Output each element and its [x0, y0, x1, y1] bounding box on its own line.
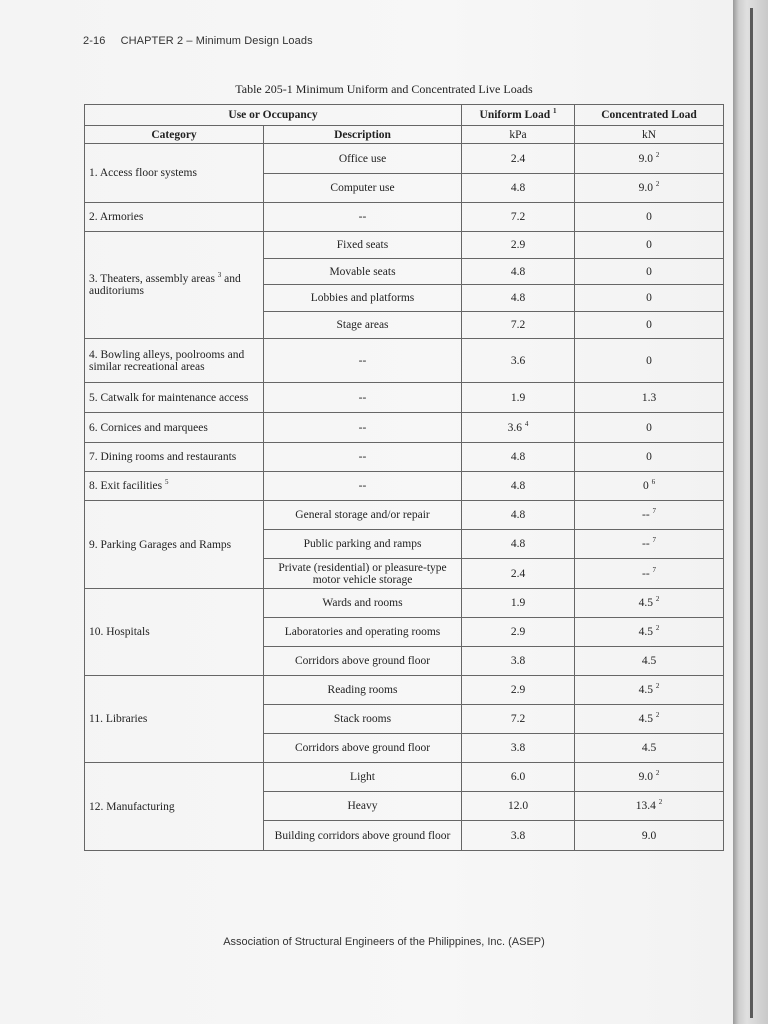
- description-cell: [264, 763, 462, 792]
- concentrated-load-cell-value: 0: [646, 319, 652, 331]
- uniform-load-cell-value: 2.9: [510, 626, 526, 638]
- description-cell: [264, 472, 462, 501]
- uniform-load-cell: [462, 259, 575, 285]
- description-cell-value: Movable seats: [329, 265, 396, 278]
- uniform-load-cell-value: 6.0: [510, 771, 526, 783]
- concentrated-load-cell-value: 0: [646, 292, 652, 304]
- concentrated-unit: kN: [575, 126, 724, 144]
- concentrated-load-cell-value: 0: [646, 265, 652, 278]
- uniform-load-cell-footnote: 4: [524, 419, 529, 428]
- uniform-load-cell-value: 4.8: [510, 182, 526, 194]
- category-cell: [85, 413, 264, 443]
- description-header: Description: [264, 126, 462, 144]
- description-cell-value: Stack rooms: [333, 713, 392, 725]
- concentrated-load-cell-value: 4.5: [641, 742, 657, 754]
- concentrated-load-cell-footnote: 2: [655, 624, 660, 633]
- uniform-unit: kPa: [462, 126, 575, 144]
- concentrated-load-cell: [575, 232, 724, 259]
- table-row: [85, 472, 724, 501]
- live-loads-table: [84, 104, 724, 851]
- uniform-load-cell-value: 3.8: [510, 829, 526, 842]
- concentrated-load-cell-footnote: 6: [651, 478, 656, 487]
- uniform-load-cell-value: 1.9: [510, 391, 526, 404]
- category-label: 9. Parking Garages and Ramps: [89, 538, 232, 551]
- description-cell: [264, 339, 462, 383]
- concentrated-load-cell-value: 0: [646, 421, 652, 434]
- uniform-load-cell: [462, 792, 575, 821]
- concentrated-load-cell-value: --: [641, 567, 650, 580]
- concentrated-load-cell: [575, 339, 724, 383]
- description-cell: [264, 174, 462, 203]
- uniform-load-header: Uniform Load $^1$: [462, 105, 575, 126]
- description-cell-value: Reading rooms: [327, 684, 398, 696]
- category-label: 3. Theaters, assembly areas: [89, 273, 215, 285]
- uniform-load-cell-value: 1.9: [510, 597, 526, 609]
- category-cell: [85, 501, 264, 589]
- category-label: 11. Libraries: [89, 713, 148, 725]
- description-cell: [264, 792, 462, 821]
- concentrated-load-cell: [575, 705, 724, 734]
- concentrated-load-cell-value: 1.3: [641, 391, 657, 404]
- table-row: [85, 443, 724, 472]
- category-header: Category: [85, 126, 264, 144]
- concentrated-load-cell: [575, 174, 724, 203]
- uniform-load-cell: [462, 174, 575, 203]
- category-cell: [85, 144, 264, 203]
- concentrated-load-cell-value: 0: [646, 354, 652, 367]
- description-cell-value: --: [358, 354, 367, 367]
- description-cell: [264, 285, 462, 312]
- uniform-load-cell: [462, 383, 575, 413]
- concentrated-load-cell: [575, 734, 724, 763]
- description-cell-value: --: [358, 451, 367, 463]
- table-row: [85, 501, 724, 530]
- concentrated-load-cell-value: 0: [646, 451, 652, 463]
- uniform-load-cell-value: 7.2: [510, 713, 526, 725]
- table-row: [85, 232, 724, 259]
- table-body: [85, 144, 724, 851]
- description-cell: [264, 501, 462, 530]
- table-row: [85, 144, 724, 174]
- category-label: 10. Hospitals: [89, 626, 150, 638]
- uniform-load-cell: [462, 501, 575, 530]
- concentrated-load-cell-value: 4.5: [638, 597, 654, 609]
- uniform-load-cell-value: 4.8: [510, 292, 526, 304]
- concentrated-load-cell-value: 4.5: [638, 713, 654, 725]
- category-cell: [85, 589, 264, 676]
- description-cell-value: Light: [350, 771, 375, 783]
- concentrated-load-cell-footnote: 7: [652, 536, 657, 545]
- uniform-load-cell-value: 4.8: [510, 538, 526, 550]
- description-cell: [264, 443, 462, 472]
- description-cell: [264, 705, 462, 734]
- category-label: 8. Exit facilities: [89, 480, 163, 492]
- uniform-load-cell-value: 12.0: [507, 800, 529, 812]
- uniform-load-cell: [462, 647, 575, 676]
- uniform-load-cell: [462, 734, 575, 763]
- category-cell: [85, 339, 264, 383]
- description-cell: [264, 589, 462, 618]
- description-cell-value: --: [358, 480, 367, 492]
- concentrated-load-cell-footnote: 2: [658, 798, 663, 807]
- description-cell-value: Office use: [338, 152, 387, 165]
- concentrated-load-cell: [575, 312, 724, 339]
- description-cell: [264, 312, 462, 339]
- uniform-load-cell-value: 4.8: [510, 509, 526, 521]
- uniform-load-cell: [462, 763, 575, 792]
- uniform-load-cell: [462, 589, 575, 618]
- page-edge-line: [750, 8, 753, 1018]
- uniform-load-cell: [462, 559, 575, 589]
- uniform-load-cell-value: 7.2: [510, 211, 526, 223]
- description-cell-value: --: [358, 211, 367, 223]
- description-cell: [264, 559, 462, 589]
- concentrated-load-cell: [575, 443, 724, 472]
- concentrated-load-cell-value: --: [641, 509, 650, 521]
- concentrated-load-cell: [575, 203, 724, 232]
- description-cell-value: Computer use: [330, 182, 395, 194]
- description-cell-value: Heavy: [347, 800, 378, 812]
- concentrated-load-cell-footnote: 2: [655, 180, 660, 189]
- uniform-load-footnote: 1: [553, 107, 557, 116]
- concentrated-load-cell-value: 0: [646, 211, 652, 223]
- description-cell: [264, 734, 462, 763]
- description-cell: [264, 144, 462, 174]
- description-cell-value: Fixed seats: [336, 239, 389, 251]
- uniform-load-cell-value: 3.6: [507, 421, 523, 434]
- concentrated-load-cell-value: 9.0: [638, 182, 654, 194]
- uniform-load-cell-value: 2.9: [510, 239, 526, 251]
- description-cell-value: --: [358, 421, 367, 434]
- description-cell: [264, 203, 462, 232]
- uniform-load-cell: [462, 413, 575, 443]
- concentrated-load-cell: [575, 647, 724, 676]
- uniform-load-cell: [462, 618, 575, 647]
- description-cell-value: Lobbies and platforms: [310, 292, 415, 304]
- page-header: [83, 35, 313, 47]
- page-number: 2-16: [83, 35, 106, 47]
- uniform-load-cell: [462, 285, 575, 312]
- concentrated-load-cell-value: 4.5: [638, 626, 654, 638]
- concentrated-load-cell-value: 0: [646, 239, 652, 251]
- description-cell: [264, 259, 462, 285]
- description-cell-value: Laboratories and operating rooms: [284, 626, 441, 638]
- concentrated-load-cell: [575, 676, 724, 705]
- description-cell-value: Private (residential) or pleasure-type motor vehicle storage: [278, 561, 447, 586]
- uniform-load-cell-value: 4.8: [510, 265, 526, 278]
- description-cell-value: Wards and rooms: [322, 597, 403, 609]
- uniform-load-cell-value: 3.6: [510, 354, 526, 367]
- category-cell: [85, 472, 264, 501]
- description-cell: [264, 413, 462, 443]
- concentrated-load-cell-footnote: 2: [655, 150, 660, 159]
- concentrated-load-cell-value: 13.4: [635, 800, 656, 812]
- concentrated-load-cell-footnote: 2: [655, 595, 660, 604]
- uniform-load-cell: [462, 339, 575, 383]
- uniform-load-cell: [462, 232, 575, 259]
- concentrated-load-cell-value: 4.5: [641, 655, 657, 667]
- category-label: 7. Dining rooms and restaurants: [89, 451, 237, 463]
- concentrated-load-cell-value: 0: [642, 480, 649, 492]
- description-cell: [264, 647, 462, 676]
- category-cell: [85, 383, 264, 413]
- description-cell-value: Stage areas: [336, 319, 389, 331]
- concentrated-load-cell: [575, 259, 724, 285]
- description-cell-value: Corridors above ground floor: [294, 742, 431, 754]
- concentrated-load-cell: [575, 472, 724, 501]
- category-cell: [85, 203, 264, 232]
- concentrated-load-cell: [575, 144, 724, 174]
- table-row: [85, 763, 724, 792]
- concentrated-load-cell-value: 9.0: [641, 829, 657, 842]
- category-cell: [85, 443, 264, 472]
- chapter-title: CHAPTER 2 – Minimum Design Loads: [120, 35, 313, 47]
- category-label: 5. Catwalk for maintenance access: [89, 391, 249, 404]
- uniform-load-cell: [462, 203, 575, 232]
- concentrated-load-cell: [575, 501, 724, 530]
- description-cell-value: Public parking and ramps: [303, 538, 422, 550]
- description-cell-value: --: [358, 391, 367, 404]
- concentrated-load-cell: [575, 530, 724, 559]
- uniform-load-cell-value: 4.8: [510, 451, 526, 463]
- uniform-load-cell: [462, 144, 575, 174]
- concentrated-load-cell-footnote: 2: [655, 769, 660, 778]
- concentrated-load-cell: [575, 413, 724, 443]
- category-label: 1. Access floor systems: [89, 167, 197, 179]
- category-label: 6. Cornices and marquees: [89, 421, 208, 434]
- concentrated-load-cell-value: 4.5: [638, 684, 654, 696]
- concentrated-load-cell-footnote: 7: [652, 565, 657, 574]
- category-cell: [85, 763, 264, 851]
- uniform-load-cell: [462, 312, 575, 339]
- category-footnote: 3: [217, 271, 222, 280]
- category-label-suffix: and auditoriums: [89, 273, 241, 297]
- concentrated-load-cell: [575, 763, 724, 792]
- description-cell-value: Building corridors above ground floor: [274, 829, 451, 842]
- use-or-occupancy-header: Use or Occupancy: [85, 105, 462, 126]
- uniform-load-cell-value: 2.4: [510, 152, 526, 165]
- description-cell: [264, 676, 462, 705]
- concentrated-load-cell-value: 9.0: [638, 152, 654, 165]
- uniform-load-cell-value: 2.4: [510, 567, 526, 580]
- concentrated-load-cell-footnote: 2: [655, 682, 660, 691]
- concentrated-load-cell-value: --: [641, 538, 650, 550]
- concentrated-load-cell: [575, 618, 724, 647]
- concentrated-load-cell: [575, 285, 724, 312]
- description-cell: [264, 530, 462, 559]
- table-row: [85, 589, 724, 618]
- category-footnote: 5: [165, 478, 169, 487]
- table-title: Table 205-1 Minimum Uniform and Concentrated Live Loads: [235, 82, 533, 96]
- table-row: [85, 676, 724, 705]
- description-cell: [264, 618, 462, 647]
- table-row: [85, 413, 724, 443]
- description-cell: [264, 821, 462, 851]
- concentrated-load-cell: [575, 792, 724, 821]
- description-cell: [264, 232, 462, 259]
- concentrated-load-cell-footnote: 7: [652, 507, 657, 516]
- concentrated-load-cell: [575, 821, 724, 851]
- description-cell-value: General storage and/or repair: [295, 509, 430, 521]
- concentrated-load-header: Concentrated Load: [575, 105, 724, 126]
- uniform-load-cell-value: 4.8: [510, 480, 526, 492]
- uniform-load-cell: [462, 676, 575, 705]
- uniform-load-cell-value: 3.8: [510, 655, 526, 667]
- table-row: [85, 203, 724, 232]
- table-row: [85, 383, 724, 413]
- uniform-load-cell: [462, 472, 575, 501]
- uniform-load-cell: [462, 705, 575, 734]
- category-label: 2. Armories: [89, 211, 144, 223]
- concentrated-load-cell: [575, 383, 724, 413]
- concentrated-load-cell: [575, 589, 724, 618]
- description-cell-value: Corridors above ground floor: [294, 655, 431, 667]
- description-cell: [264, 383, 462, 413]
- uniform-load-cell-value: 3.8: [510, 742, 526, 754]
- concentrated-load-cell-footnote: 2: [655, 711, 660, 720]
- uniform-load-cell: [462, 443, 575, 472]
- page-footer: Association of Structural Engineers of the Philippines, Inc. (ASEP): [223, 936, 545, 948]
- uniform-load-cell: [462, 821, 575, 851]
- concentrated-load-cell: [575, 559, 724, 589]
- table-row: [85, 339, 724, 383]
- category-cell: [85, 232, 264, 339]
- uniform-load-cell: [462, 530, 575, 559]
- category-label: 12. Manufacturing: [89, 800, 175, 813]
- uniform-load-cell-value: 7.2: [510, 319, 526, 331]
- category-cell: [85, 676, 264, 763]
- concentrated-load-cell-value: 9.0: [638, 771, 654, 783]
- category-label: 4. Bowling alleys, poolrooms and similar recreational areas: [89, 348, 245, 373]
- uniform-load-cell-value: 2.9: [510, 684, 526, 696]
